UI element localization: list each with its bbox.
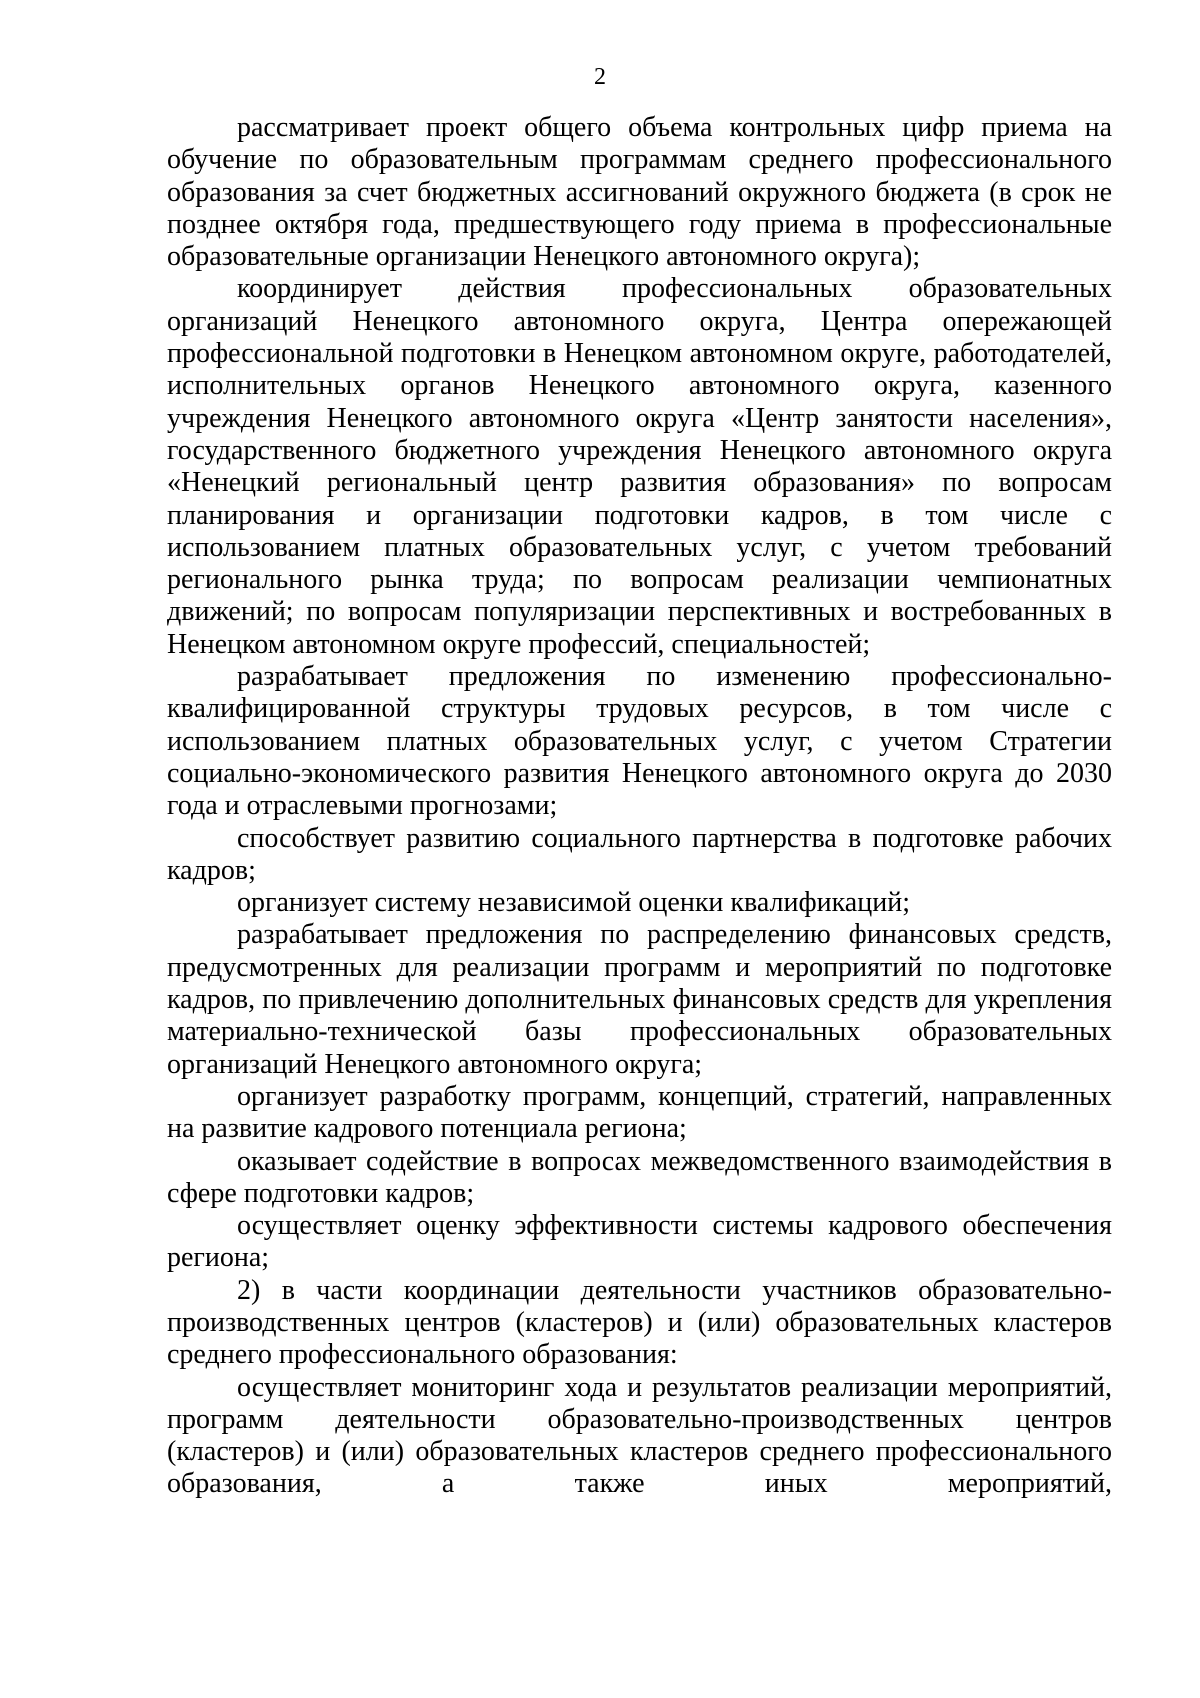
paragraph: организует систему независимой оценки квалификаций; xyxy=(237,887,910,919)
document-body xyxy=(167,112,1112,1501)
paragraph: оказывает содействие в вопросах межведомственного взаимодействия в сфере подготовки кадров; xyxy=(167,1145,1112,1209)
paragraph: способствует развитию социального партнерства в подготовке рабочих кадров; xyxy=(167,822,1112,886)
paragraph: организует разработку программ, концепций, стратегий, направленных на развитие кадрового потенциала региона; xyxy=(167,1080,1112,1145)
page-number: 2 xyxy=(594,64,606,90)
paragraph: координирует действия профессиональных образовательных организаций Ненецкого автономного округа, Центра опережающей профессиональной подготовки в Ненецком автономном округе, работодателей, исполнительных органов Ненецкого автономного округа, казенного учреждения Ненецкого автономного округа «Центр занятости населения», государственного бюджетного учреждения Ненецкого автономного округа «Ненецкий региональный центр развития образования» по вопросам планирования и организации подготовки кадров, в том числе с использованием платных образовательных услуг, с учетом требований регионального рынка труда; по вопросам реализации чемпионатных движений; по вопросам популяризации перспективных и востребованных в Ненецком автономном округе профессий, специальностей; xyxy=(167,273,1112,660)
paragraph: 2) в части координации деятельности участников образовательно-производственных центров (кластеров) и (или) образовательных кластеров среднего профессионального образования: xyxy=(167,1274,1112,1371)
paragraph: рассматривает проект общего объема контрольных цифр приема на обучение по образовательным программам среднего профессионального образования за счет бюджетных ассигнований окружного бюджета (в срок не позднее октября года, предшествующего году приема в профессиональные образовательные организации Ненецкого автономного округа); xyxy=(167,112,1112,273)
paragraph: разрабатывает предложения по изменению профессионально-квалифицированной структуры трудовых ресурсов, в том числе с использованием платных образовательных услуг, с учетом Стратегии социально-экономического развития Ненецкого автономного округа до 2030 года и отраслевыми прогнозами; xyxy=(167,661,1112,822)
paragraph: осуществляет оценку эффективности системы кадрового обеспечения региона; xyxy=(167,1210,1112,1274)
paragraph: осуществляет мониторинг хода и результатов реализации мероприятий, программ деятельности образовательно-производственных центров (кластеров) и (или) образовательных кластеров среднего профессионального образования, а также иных мероприятий, xyxy=(167,1371,1112,1500)
paragraph: разрабатывает предложения по распределению финансовых средств, предусмотренных для реализации программ и мероприятий по подготовке кадров, по привлечению дополнительных финансовых средств для укрепления материально-технической базы профессиональных образовательных организаций Ненецкого автономного округа; xyxy=(167,919,1112,1080)
